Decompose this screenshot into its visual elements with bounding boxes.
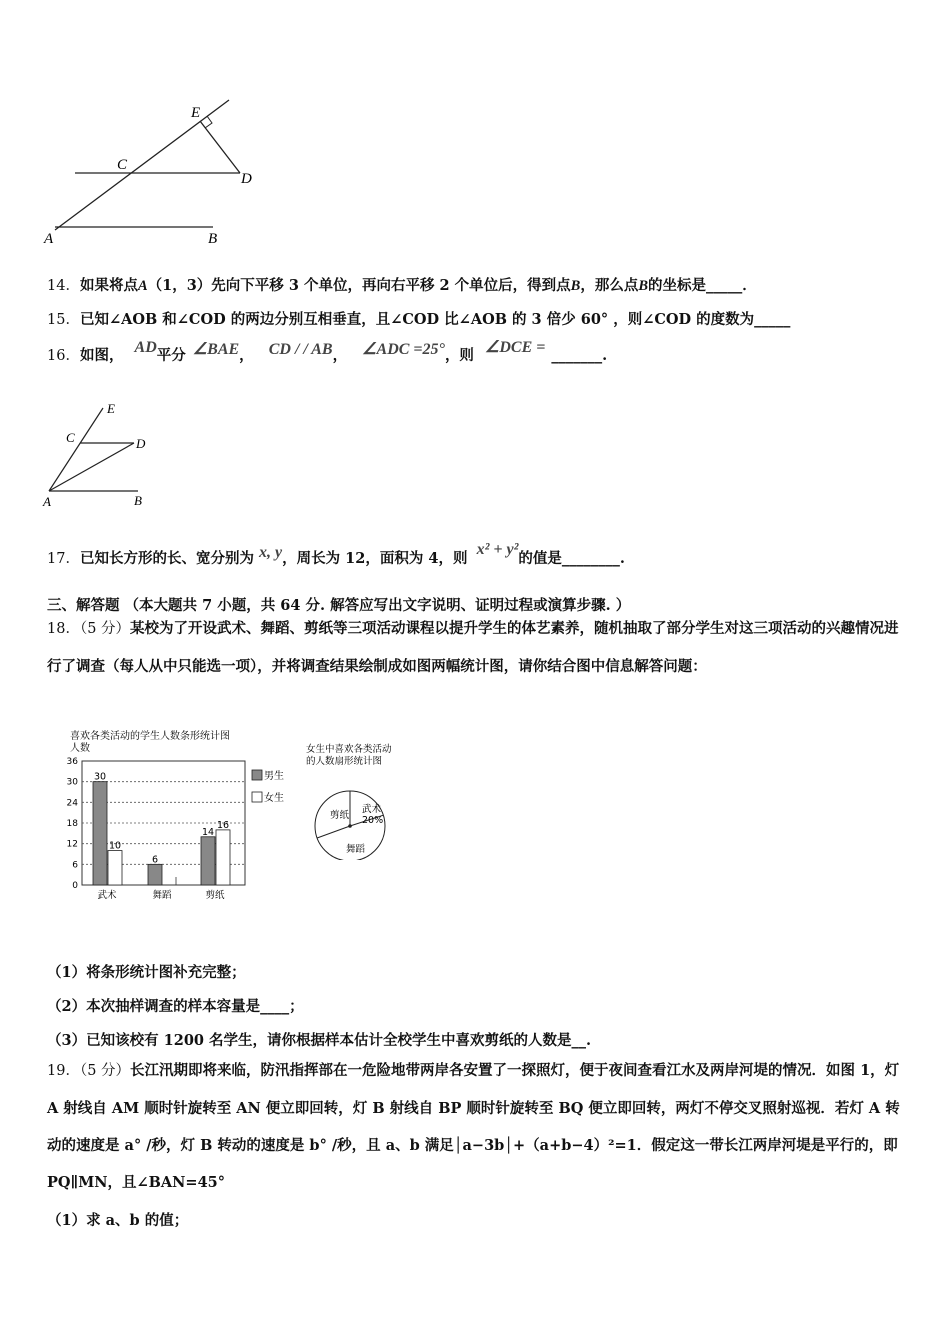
label-d: D xyxy=(136,436,146,451)
chart-title: 喜欢各类活动的学生人数条形统计图 xyxy=(70,731,230,742)
question-19 xyxy=(47,1052,907,1201)
q14-text-3: ，那么点 xyxy=(580,277,639,294)
pie-title-line-2: 的人数扇形统计图 xyxy=(306,756,383,767)
slice-label: 舞蹈 xyxy=(346,844,366,855)
label-c: C xyxy=(117,157,128,173)
math-angle-dce: ∠DCE = xyxy=(485,339,546,356)
math-angle-adc: ∠ADC =25° xyxy=(362,341,445,358)
bar-girls-2 xyxy=(216,830,230,885)
bar-boys-1 xyxy=(148,864,162,885)
data-label: 10 xyxy=(108,840,122,852)
question-number: 15． xyxy=(47,312,80,328)
q16-blank: _______. xyxy=(551,347,608,364)
q18-sub-3: （3）已知该校有 1200 名学生，请你根据样本估计全校学生中喜欢剪纸的人数是__. xyxy=(47,1032,592,1049)
data-label: 16 xyxy=(216,819,230,831)
q16-text-5: ，则 xyxy=(444,347,474,364)
data-label: 30 xyxy=(93,771,107,783)
q17-text-1: 已知长方形的长、宽分别为 xyxy=(79,550,254,567)
slice-label: 武术 xyxy=(362,804,382,815)
bar-girls-0 xyxy=(108,851,122,885)
math-cd-parallel-ab: CD / / AB xyxy=(268,341,333,358)
question-number: 14． xyxy=(47,278,80,294)
bar-boys-2 xyxy=(201,837,215,885)
question-number: 19． xyxy=(47,1063,80,1079)
q15-text: 已知∠AOB 和∠COD 的两边分别互相垂直，且∠COD 比∠AOB 的 3 倍少 60° ，则∠COD 的度数为_____ xyxy=(79,311,791,328)
label-b: B xyxy=(208,231,218,247)
pie-chart xyxy=(300,740,400,860)
legend-label: 女生 xyxy=(264,793,284,804)
point-b: B xyxy=(570,278,581,294)
figure-1 xyxy=(40,95,270,250)
math-angle-bae: ∠BAE xyxy=(192,341,240,358)
bar-boys-0 xyxy=(93,782,107,885)
pie-center xyxy=(348,824,352,828)
legend-label: 男生 xyxy=(264,771,284,782)
label-e: E xyxy=(107,401,115,416)
label-b: B xyxy=(134,493,142,508)
pie-title-line-1: 女生中喜欢各类活动 xyxy=(306,744,392,755)
section-heading: 三、解答题 （本大题共 7 小题，共 64 分. 解答应写出文字说明、证明过程或演算步骤. ） xyxy=(47,597,631,614)
question-number: 18． xyxy=(47,621,80,637)
question-number: 17． xyxy=(47,551,80,567)
y-axis-label: 人数 xyxy=(70,743,90,754)
q18-sub-2: （2）本次抽样调查的样本容量是____； xyxy=(47,998,304,1015)
question-number: 16． xyxy=(47,348,80,364)
q16-text-3: ， xyxy=(239,347,254,364)
y-tick-label: 30 xyxy=(66,777,78,788)
point-a: A xyxy=(137,278,148,294)
q14-text-2: （1，3）先向下平移 3 个单位，再向右平移 2 个单位后，得到点 xyxy=(147,277,571,294)
question-14 xyxy=(47,274,757,295)
math-x-y: x, y xyxy=(259,544,283,561)
category-label: 舞蹈 xyxy=(152,890,172,901)
q18-sub-1: （1）将条形统计图补充完整； xyxy=(47,964,246,981)
legend-swatch xyxy=(252,770,262,780)
data-label: 6 xyxy=(151,854,159,866)
category-label: 武术 xyxy=(97,890,117,901)
question-18 xyxy=(47,610,907,685)
q19-text: 长江汛期即将来临，防汛指挥部在一危险地带两岸各安置了一探照灯，便于夜间查看江水及两岸河堤的情况．如图 1，灯 A 射线自 AM 顺时针旋转至 AN 便立即回转，灯 B 射线自 BP 顺时针旋转至 BQ 便立即回转，两灯不停交叉照射巡视．若灯 A 转动的速度是 a° /秒，灯 B 转动的速度是 b° /秒，且 a、b 满足│a−3b│+（a+b−4）²=1．假定这一带长江两岸河堤是平行的，即 PQ∥MN，且∠BAN=45° xyxy=(47,1062,900,1191)
y-tick-label: 18 xyxy=(66,819,78,829)
line-ae xyxy=(49,408,103,491)
label-a: A xyxy=(43,494,51,509)
q17-text-2: ，周长为 12，面积为 4，则 xyxy=(282,550,468,567)
label-d: D xyxy=(241,171,252,187)
line-ae xyxy=(55,100,229,230)
data-label: 14 xyxy=(201,826,215,838)
line-ed xyxy=(200,121,240,173)
q16-text-4: ， xyxy=(332,347,348,364)
label-a: A xyxy=(44,231,54,247)
y-tick-label: 0 xyxy=(72,881,78,891)
math-ad: AD xyxy=(134,339,157,356)
q17-text-3: 的值是________. xyxy=(518,550,625,567)
question-15 xyxy=(47,308,790,329)
q14-text-1: 如果将点 xyxy=(79,277,138,294)
point-b: B xyxy=(638,278,649,294)
question-16 xyxy=(47,339,608,365)
y-tick-label: 24 xyxy=(66,798,78,809)
question-17 xyxy=(47,541,625,568)
figure-2 xyxy=(40,398,160,510)
bar-chart xyxy=(60,727,300,909)
slice-value: 20% xyxy=(362,815,384,826)
q19-sub-1: （1）求 a、b 的值； xyxy=(47,1212,189,1229)
label-c: C xyxy=(66,430,75,445)
y-tick-label: 36 xyxy=(66,757,78,767)
q18-text: 某校为了开设武术、舞蹈、剪纸等三项活动课程以提升学生的体艺素养，随机抽取了部分学生对这三项活动的兴趣情况进行了调查（每人从中只能选一项），并将调查结果绘制成如图两幅统计图，请你结合图中信息解答问题： xyxy=(47,620,899,675)
q14-text-4: 的坐标是_____． xyxy=(648,277,757,294)
slice-label: 剪纸 xyxy=(330,810,350,821)
label-e: E xyxy=(191,105,201,121)
math-x2-plus-y2: x² + y² xyxy=(476,541,519,558)
legend-swatch xyxy=(252,792,262,802)
line-ad xyxy=(49,443,134,491)
score: （5 分） xyxy=(79,621,131,637)
category-label: 剪纸 xyxy=(205,890,225,901)
y-tick-label: 12 xyxy=(66,839,78,850)
score: （5 分） xyxy=(79,1063,131,1079)
y-tick-label: 6 xyxy=(72,860,78,871)
q16-text-2: 平分 xyxy=(156,347,186,364)
q16-text-1: 如图， xyxy=(79,347,124,364)
